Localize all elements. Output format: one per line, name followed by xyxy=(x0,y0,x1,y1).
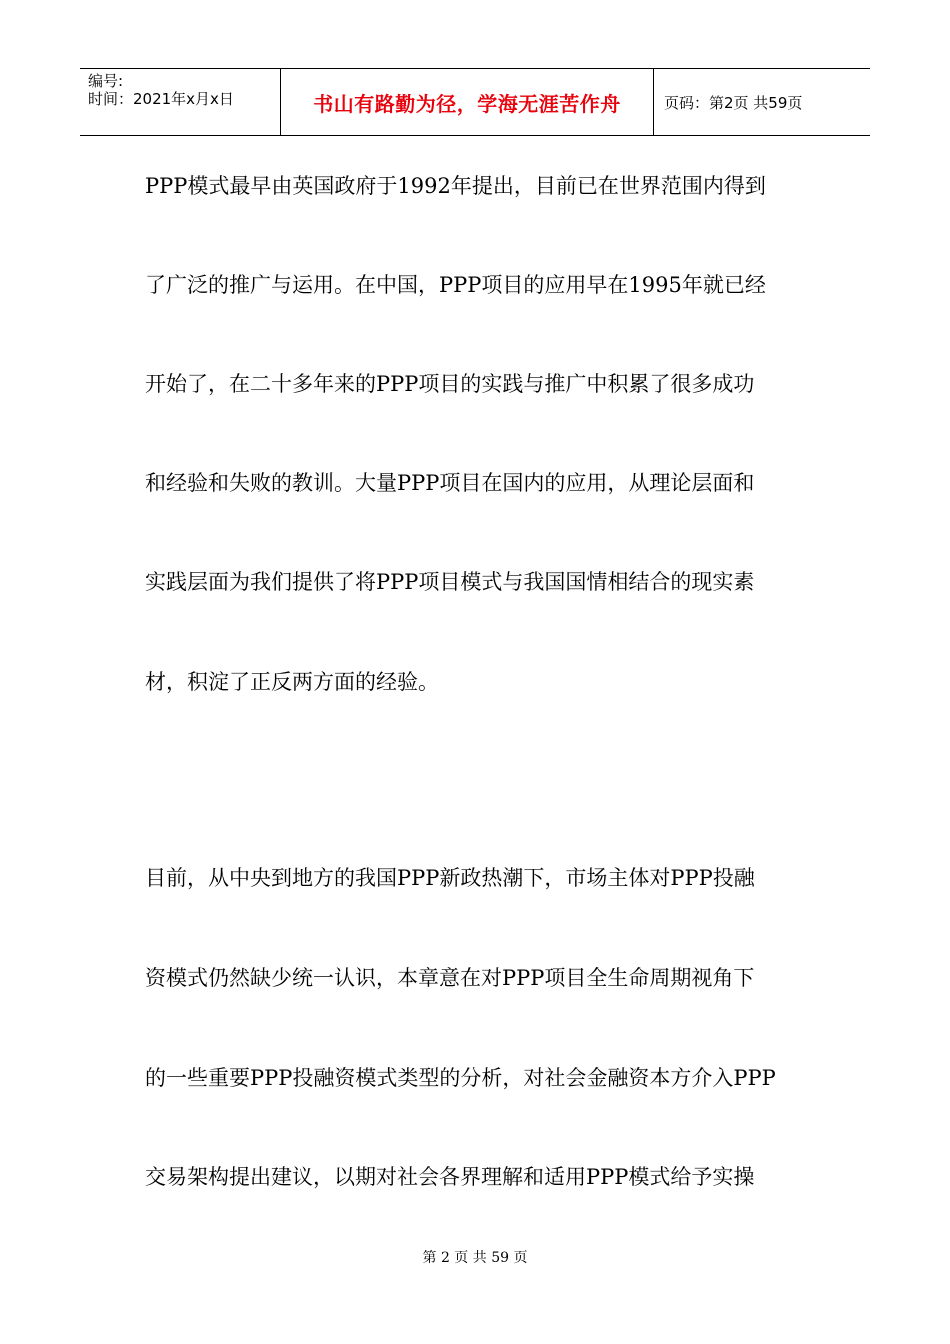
body-line: 材，积淀了正反两方面的经验。 xyxy=(145,670,439,694)
body-line: 和经验和失败的教训。大量PPP项目在国内的应用，从理论层面和 xyxy=(145,471,755,495)
page-header xyxy=(80,68,870,136)
header-page-cell xyxy=(654,69,870,135)
body-line: 了广泛的推广与运用。在中国，PPP项目的应用早在1995年就已经 xyxy=(145,273,766,297)
body-line: 实践层面为我们提供了将PPP项目模式与我国国情相结合的现实素 xyxy=(145,570,755,594)
header-meta-cell xyxy=(80,69,281,135)
header-motto: 书山有路勤为径，学海无涯苦作舟 xyxy=(313,91,621,116)
time-label: 时间：2021年x月x日 xyxy=(88,90,234,108)
header-page-info: 页码：第2页 共59页 xyxy=(664,93,803,112)
body-line: 目前，从中央到地方的我国PPP新政热潮下，市场主体对PPP投融 xyxy=(145,866,755,890)
page-footer xyxy=(0,1247,950,1267)
body-line: PPP模式最早由英国政府于1992年提出，目前已在世界范围内得到 xyxy=(145,174,766,198)
body-line: 资模式仍然缺少统一认识，本章意在对PPP项目全生命周期视角下 xyxy=(145,966,755,990)
body-line: 开始了，在二十多年来的PPP项目的实践与推广中积累了很多成功 xyxy=(145,372,755,396)
header-motto-cell xyxy=(281,69,654,135)
body-line: 交易架构提出建议，以期对社会各界理解和适用PPP模式给予实操 xyxy=(145,1165,755,1189)
body-line: 的一些重要PPP投融资模式类型的分析，对社会金融资本方介入PPP xyxy=(145,1066,776,1090)
serial-label: 编号: xyxy=(88,72,124,90)
footer-page-number: 第 2 页 共 59 页 xyxy=(422,1250,528,1266)
